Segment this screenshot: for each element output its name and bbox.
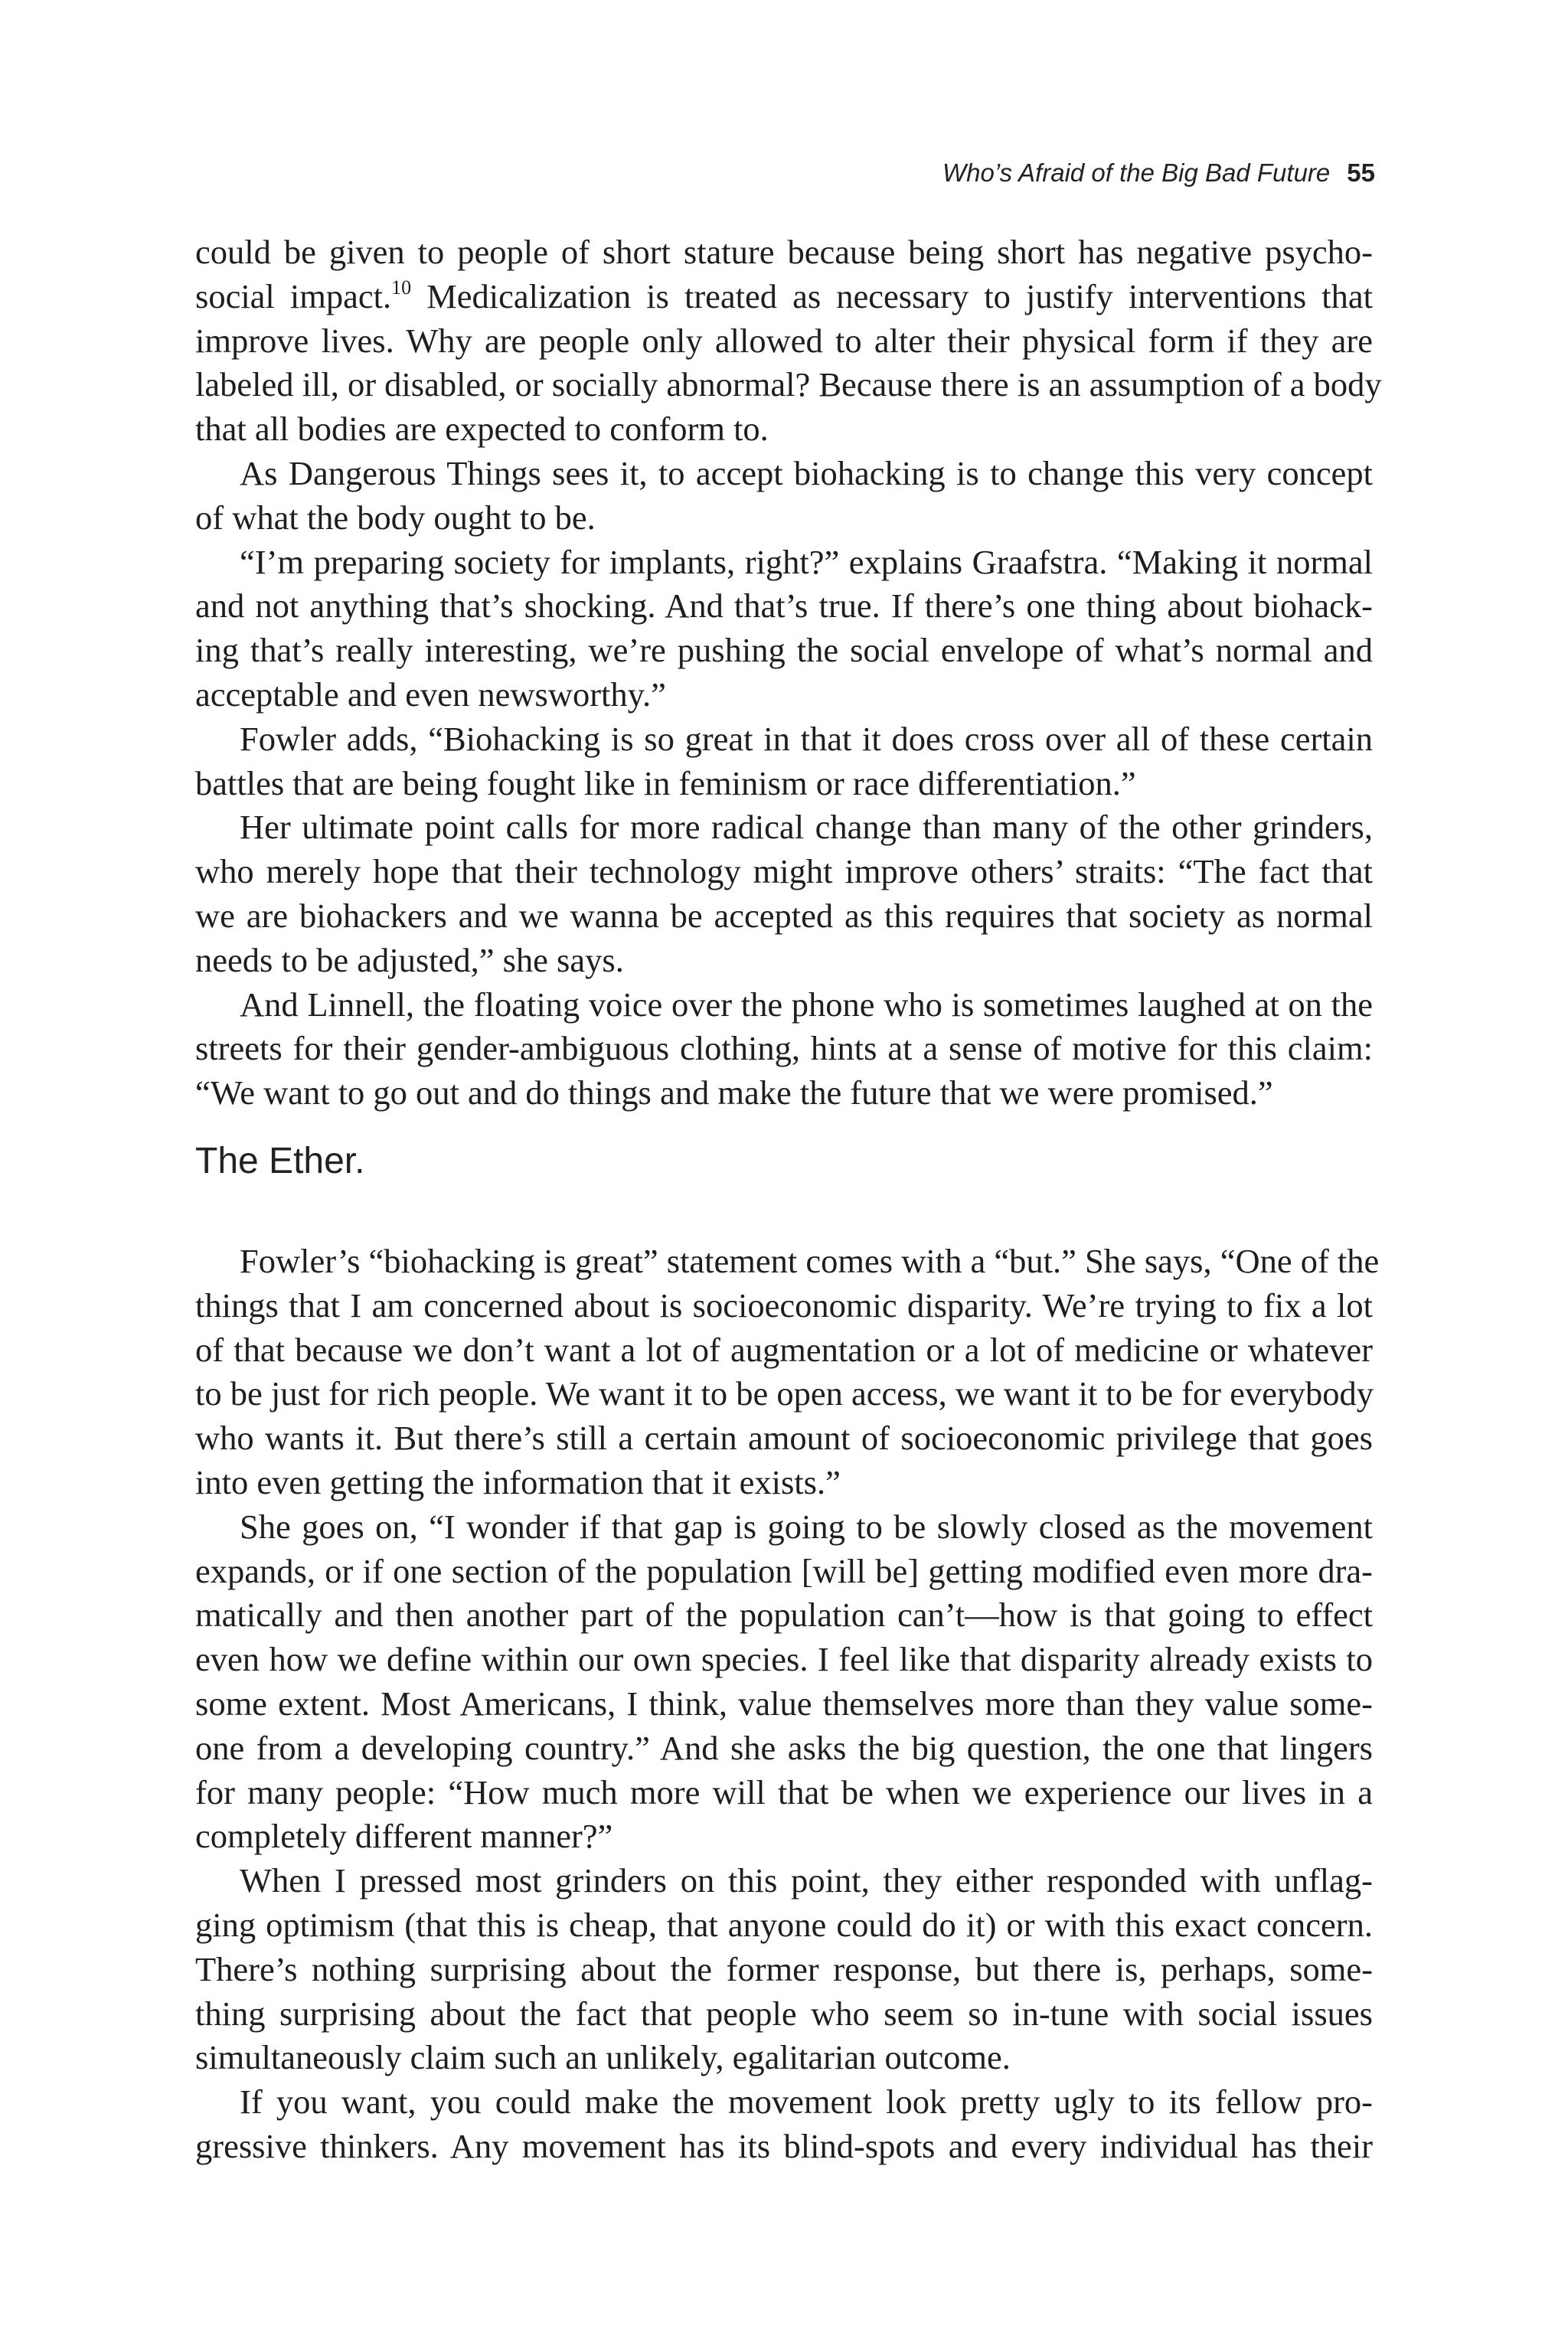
text-line: ing that’s really interesting, we’re pushing the social envelope of what’s normal and <box>195 631 1373 670</box>
text-line: we are biohackers and we wanna be accepted as this requires that society as normal <box>195 896 1373 935</box>
text-line: social impact.$^{10}$ Medicalization is treated as necessary to justify interventions that <box>195 276 1374 315</box>
paragraph <box>195 541 1373 717</box>
paragraph <box>195 1505 1373 1859</box>
text-line: When I pressed most grinders on this point, they either responded with unflag- <box>240 1861 1373 1900</box>
text-line: who merely hope that their technology might improve others’ straits: “The fact that <box>195 852 1373 891</box>
text-line: Her ultimate point calls for more radical change than many of the other grinders, <box>240 808 1373 847</box>
text-line: and not anything that’s shocking. And that’s true. If there’s one thing about biohack- <box>195 586 1373 626</box>
text-line: There’s nothing surprising about the former response, but there is, perhaps, some- <box>195 1949 1373 1988</box>
text-line: some extent. Most Americans, I think, value themselves more than they value some- <box>195 1684 1373 1723</box>
text-line: gressive thinkers. Any movement has its blind-spots and every individual has their <box>195 2126 1373 2165</box>
page-number: 55 <box>1347 158 1375 187</box>
text-line: “I’m preparing society for implants, right?” explains Graafstra. “Making it normal <box>240 542 1373 581</box>
body-text-before-heading <box>195 230 1382 1116</box>
paragraph <box>195 805 1373 982</box>
text-line: expands, or if one section of the population [will be] getting modified even more dra- <box>195 1551 1373 1590</box>
running-head <box>942 158 1375 188</box>
text-line: one from a developing country.” And she asks the big question, the one that lingers <box>195 1728 1373 1767</box>
footnote-marker: 10 <box>391 276 412 299</box>
text-line: Fowler adds, “Biohacking is so great in that it does cross over all of these certain <box>240 719 1373 758</box>
text-line: Fowler’s “biohacking is great” statement comes with a “but.” She says, “One of the <box>240 1242 1380 1280</box>
paragraph <box>195 717 1373 806</box>
paragraph <box>195 2080 1373 2169</box>
text-line: thing surprising about the fact that people who seem so in-tune with social issues <box>195 1994 1373 2033</box>
text-line: streets for their gender-ambiguous clothing, hints at a sense of motive for this claim: <box>195 1029 1373 1068</box>
text-line: As Dangerous Things sees it, to accept biohacking is to change this very concept <box>240 453 1373 492</box>
text-line: things that I am concerned about is socioeconomic disparity. We’re trying to fix a lot <box>195 1285 1373 1325</box>
text-line: If you want, you could make the movement look pretty ugly to its fellow pro- <box>240 2082 1373 2122</box>
text-line: ging optimism (that this is cheap, that anyone could do it) or with this exact concern. <box>195 1905 1373 1944</box>
text-line: improve lives. Why are people only allowed to alter their physical form if they are <box>195 321 1373 360</box>
text-line: matically and then another part of the population can’t—how is that going to effect <box>195 1596 1373 1635</box>
text-line: battles that are being fought like in feminism or race differentiation.” <box>195 763 1136 802</box>
paragraph <box>195 1240 1380 1505</box>
text-line: She goes on, “I wonder if that gap is going to be slowly closed as the movement <box>240 1507 1373 1546</box>
text-line: And Linnell, the floating voice over the phone who is sometimes laughed at on the <box>240 985 1373 1024</box>
paragraph <box>195 452 1373 541</box>
text-line: simultaneously claim such an unlikely, egalitarian outcome. <box>195 2038 1011 2077</box>
text-line: that all bodies are expected to conform to. <box>195 410 769 449</box>
text-line: even how we define within our own species. I feel like that disparity already exists to <box>195 1640 1373 1679</box>
text-line: labeled ill, or disabled, or socially abnormal? Because there is an assumption of a body <box>195 365 1382 404</box>
text-line: who wants it. But there’s still a certain amount of socioeconomic privilege that goes <box>195 1419 1373 1458</box>
text-line: could be given to people of short stature because being short has negative psycho- <box>195 233 1373 271</box>
paragraph <box>195 1859 1373 2080</box>
section-heading: The Ether. <box>195 1141 365 1181</box>
text-line: completely different manner?” <box>195 1817 613 1856</box>
paragraph <box>195 230 1382 452</box>
text-line: to be just for rich people. We want it to be open access, we want it to be for everybody <box>195 1374 1374 1413</box>
text-line: acceptable and even newsworthy.” <box>195 675 666 714</box>
text-line: into even getting the information that it exists.” <box>195 1462 841 1501</box>
text-line: “We want to go out and do things and make the future that we were promised.” <box>195 1073 1273 1112</box>
text-line: for many people: “How much more will that be when we experience our lives in a <box>195 1772 1373 1811</box>
text-line: of what the body ought to be. <box>195 498 596 537</box>
body-text-after-heading <box>195 1240 1380 2169</box>
text-line: needs to be adjusted,” she says. <box>195 940 624 979</box>
text-line: of that because we don’t want a lot of augmentation or a lot of medicine or whatever <box>195 1330 1373 1369</box>
running-head-title: Who’s Afraid of the Big Bad Future <box>942 158 1331 187</box>
paragraph <box>195 983 1373 1116</box>
